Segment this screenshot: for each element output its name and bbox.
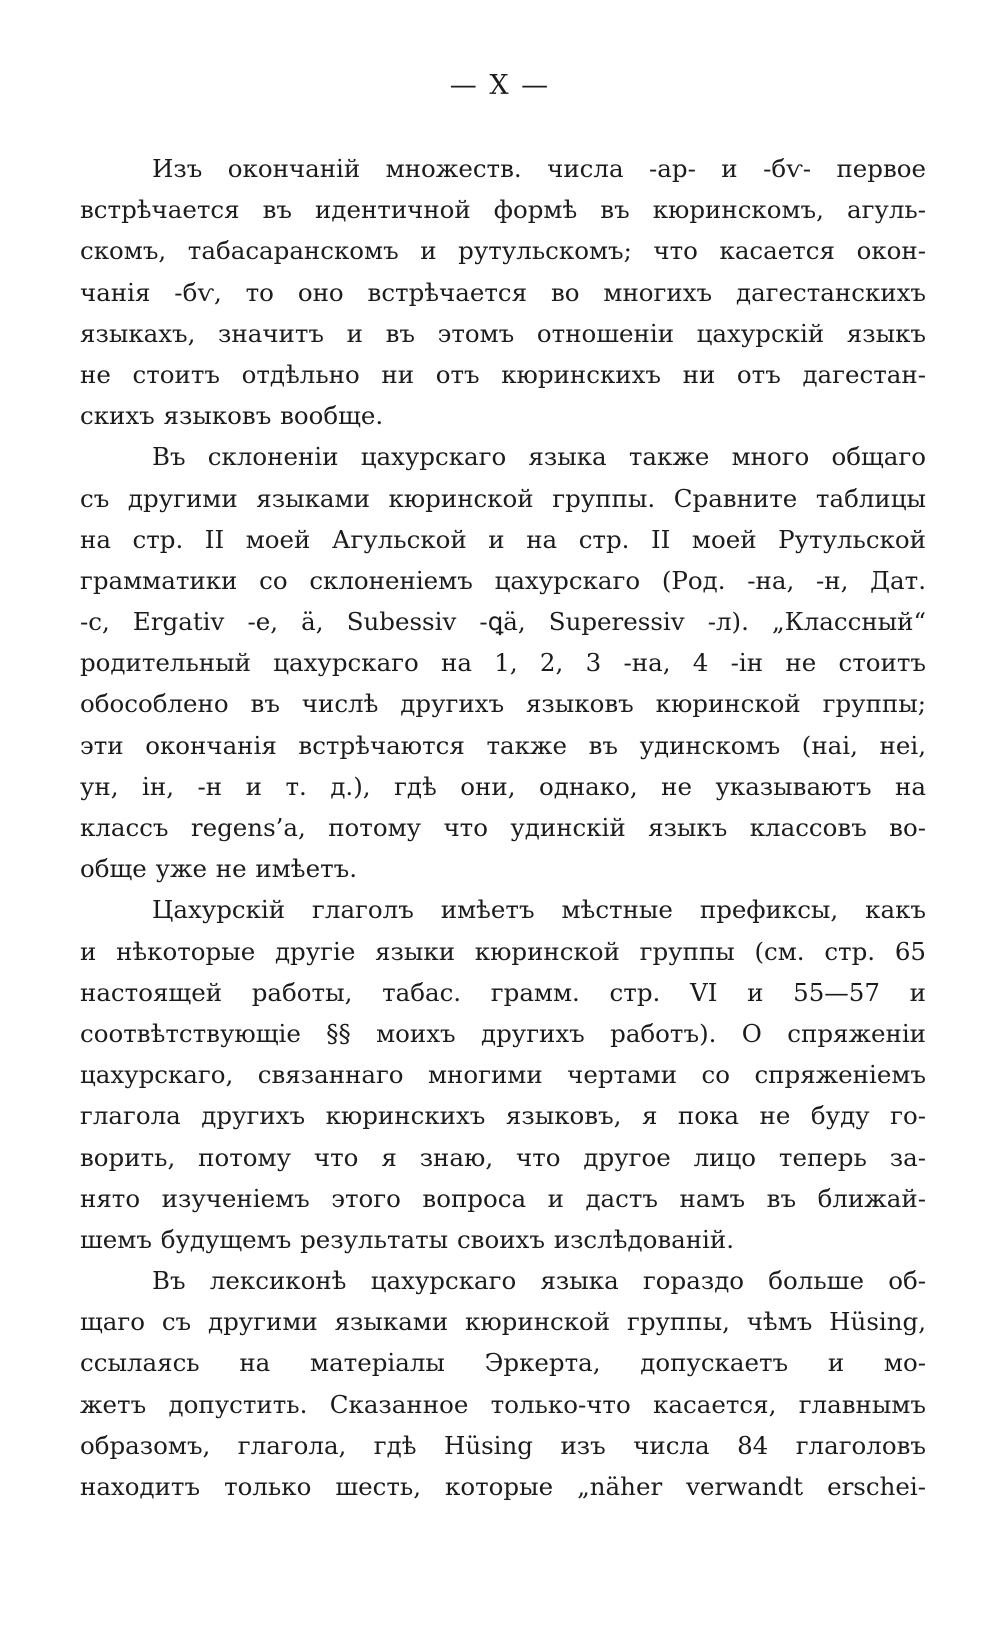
- text-line: Изъ окончаній множеств. числа -ар- и -бѵ- первое: [152, 154, 926, 183]
- text-line: жетъ допустить. Сказанное только-что касается, главнымъ: [80, 1389, 926, 1419]
- text-line: настоящей работы, табас. грамм. стр. VI и 55—57 и: [80, 977, 926, 1007]
- text-line: языкахъ, значитъ и въ этомъ отношеніи цахурскій языкъ: [80, 318, 926, 348]
- text-line: -с, Ergativ -е, ä, Subessiv -ꝗä, Superessiv -л). „Классный“: [80, 607, 926, 637]
- text-line: чанія -бѵ, то оно встрѣчается во многихъ дагестанскихъ: [80, 277, 926, 307]
- page-number: — X —: [449, 70, 551, 101]
- text-line: нято изученіемъ этого вопроса и дастъ намъ въ ближай-: [80, 1183, 926, 1213]
- paragraph-4: [80, 1260, 926, 1507]
- text-line: скихъ языковъ вообще.: [80, 401, 384, 431]
- text-line: эти окончанія встрѣчаются также въ удинскомъ (наі, неі,: [80, 730, 926, 760]
- text-line: родительный цахурскаго на 1, 2, 3 -на, 4 -ін не стоитъ: [80, 648, 926, 678]
- text-line: находитъ только шесть, которые „näher verwandt erschei-: [80, 1472, 926, 1501]
- text-line: обще уже не имѣетъ.: [80, 854, 358, 884]
- text-line: грамматики со склоненіемъ цахурскаго (Род. -на, -н, Дат.: [80, 565, 926, 595]
- text-line: щаго съ другими языками кюринской группы, чѣмъ Hüsing,: [80, 1307, 926, 1337]
- paragraph-3: [80, 889, 926, 1260]
- text-line: ссылаясь на матеріалы Эркерта, допускаетъ и мо-: [80, 1348, 926, 1378]
- text-line: Въ лексиконѣ цахурскаго языка гораздо больше об-: [152, 1266, 926, 1296]
- text-line: ворить, потому что я знаю, что другое лицо теперь за-: [80, 1142, 926, 1172]
- text-line: ун, ін, -н и т. д.), гдѣ они, однако, не указываютъ на: [80, 771, 926, 801]
- paragraph-2: [80, 436, 926, 889]
- paragraph-1: [80, 148, 926, 436]
- text-line: встрѣчается въ идентичной формѣ въ кюринскомъ, агуль-: [80, 195, 926, 225]
- text-line: на стр. II моей Агульской и на стр. II моей Рутульской: [80, 524, 926, 554]
- text-line: Цахурскій глаголъ имѣетъ мѣстные префиксы, какъ: [152, 895, 926, 925]
- text-line: образомъ, глагола, гдѣ Hüsing изъ числа 84 глаголовъ: [80, 1430, 926, 1460]
- text-line: обособлено въ числѣ другихъ языковъ кюринской группы;: [80, 689, 926, 719]
- text-line: и нѣкоторые другіе языки кюринской группы (см. стр. 65: [80, 936, 926, 966]
- text-line: Въ склоненіи цахурскаго языка также много общаго: [152, 442, 926, 472]
- text-line: шемъ будущемъ результаты своихъ изслѣдованій.: [80, 1224, 735, 1254]
- text-line: цахурскаго, связаннаго многими чертами со спряженіемъ: [80, 1060, 926, 1090]
- text-line: классъ regens’а, потому что удинскій языкъ классовъ во-: [80, 813, 926, 842]
- text-line: скомъ, табасаранскомъ и рутульскомъ; что касается окон-: [80, 236, 926, 266]
- text-line: не стоитъ отдѣльно ни отъ кюринскихъ ни отъ дагестан-: [80, 359, 926, 389]
- text-line: глагола другихъ кюринскихъ языковъ, я пока не буду го-: [80, 1101, 926, 1131]
- text-line: соотвѣтствующіе §§ моихъ другихъ работъ). О спряженіи: [80, 1018, 926, 1048]
- text-line: съ другими языками кюринской группы. Сравните таблицы: [80, 483, 926, 513]
- body-text: [80, 148, 926, 1507]
